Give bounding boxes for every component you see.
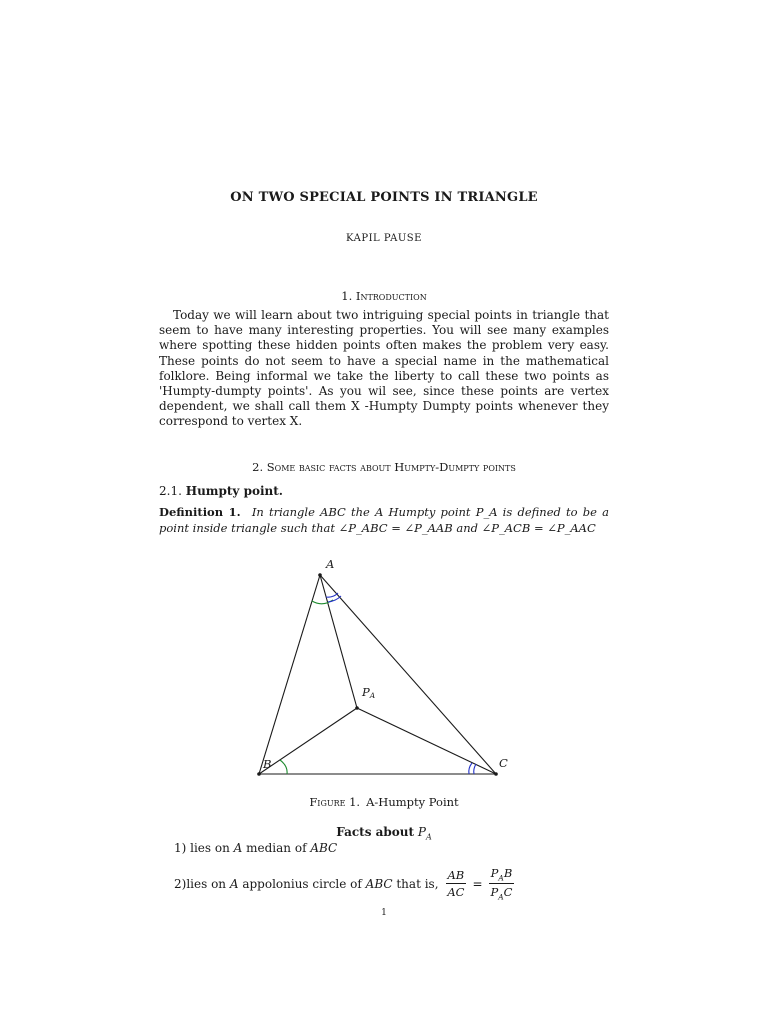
segment-a-pa (320, 575, 357, 708)
page-number: 1 (381, 908, 387, 918)
facts-heading (0, 825, 768, 841)
facts-heading-var: P (417, 825, 426, 839)
subsection-number: 2.1. (159, 484, 182, 498)
fact-2-tail: that is, (392, 876, 443, 891)
angle-arc-b-green (280, 760, 287, 774)
angle-arc-c-blue-2 (474, 764, 476, 774)
side-ab (259, 575, 320, 774)
rhs-den-sub: A (498, 892, 504, 902)
rhs-num-tail: B (503, 866, 513, 880)
label-vertex-c: C (499, 756, 508, 770)
vertex-a-dot (318, 573, 322, 577)
point-pa-dot (355, 706, 359, 710)
facts-heading-text: Facts about (336, 825, 415, 839)
fraction-rhs-denominator (489, 884, 515, 901)
label-vertex-a: A (326, 557, 335, 571)
label-point-p (361, 685, 376, 700)
rhs-den-tail: C (503, 885, 513, 900)
fraction-rhs-numerator (489, 866, 515, 884)
introduction-paragraph: Today we will learn about two intriguing special points in triangle that seem to have many interesting properties. You will see many examples where spotting these hidden points often makes the problem very easy. These points do not seem to have a special name in the mathematical folklore. Being informal we take the liberty to call these two points as 'Humpty-dumpty points'. As you wil see, since these points are vertex dependent, we shall call them X -Humpty Dumpty points whenever they correspond to vertex X. (159, 308, 609, 429)
fraction-lhs-denominator: AC (447, 885, 465, 900)
fact-1-prefix: 1) lies on (174, 841, 234, 855)
fraction-ab-over-ac (445, 868, 466, 899)
section-heading-basic-facts: 2. Some basic facts about Humpty-Dumpty points (252, 460, 516, 474)
fact-1-var-a: A (233, 841, 243, 855)
fact-2 (174, 866, 517, 902)
fact-1-var-abc: ABC (310, 841, 338, 855)
fact-1 (174, 841, 337, 855)
side-ac (320, 575, 496, 774)
definition-label: Definition 1. (159, 505, 241, 519)
figure-caption-text: A-Humpty Point (366, 795, 459, 809)
fact-2-prefix: 2)lies on (174, 876, 230, 891)
fact-2-var-abc: ABC (365, 876, 393, 891)
rhs-den-var: P (490, 885, 499, 900)
section-heading-introduction: 1. Introduction (341, 289, 427, 303)
definition-text: In triangle ABC the A Humpty point P_A is defined to be a point inside triangle such that ∠P_ABC = ∠P_AAB and ∠P_ACB = ∠P_AAC (159, 505, 609, 535)
rhs-num-var: P (490, 866, 499, 880)
fraction-lhs-numerator: AB (447, 868, 465, 883)
author-name: KAPIL PAUSE (346, 233, 422, 244)
equals-sign: = (472, 876, 483, 891)
vertex-c-dot (494, 772, 498, 776)
fraction-pab-over-pac (489, 866, 515, 902)
figure-caption-label: Figure 1. (309, 795, 361, 809)
subsection-title: Humpty point. (185, 484, 283, 498)
label-vertex-b: B (263, 757, 272, 771)
figure-caption (0, 795, 768, 809)
paper-title: ON TWO SPECIAL POINTS IN TRIANGLE (230, 190, 538, 205)
vertex-b-dot (257, 772, 261, 776)
fact-1-mid: median of (242, 841, 311, 855)
label-point-p-main: P (362, 685, 370, 699)
label-point-p-sub: A (369, 691, 376, 700)
fact-2-var-a: A (229, 876, 239, 891)
facts-heading-sub: A (425, 832, 432, 842)
rhs-num-sub: A (498, 873, 504, 883)
angle-arc-c-blue-1 (469, 763, 472, 774)
fact-2-mid: appolonius circle of (238, 876, 366, 891)
segment-b-pa (259, 708, 357, 774)
segment-c-pa (357, 708, 496, 774)
